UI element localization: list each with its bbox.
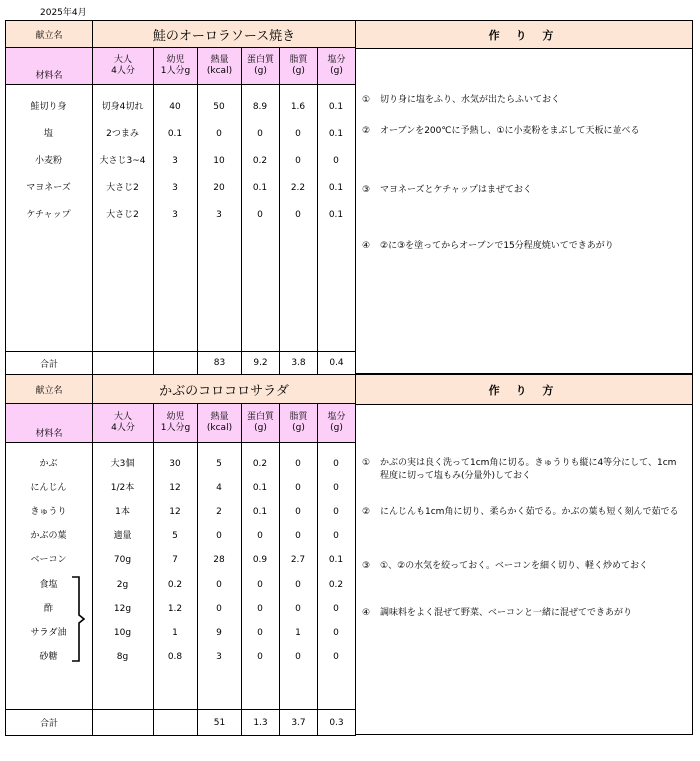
menu-section-2 [5,374,693,735]
table-row: かぶの葉 適量 5 0 0 0 0 [30,531,339,541]
method-panel-1: 作 り 方 ① 切り身に塩をふり、水気が出たらふいておく ② オーブンを200℃に予熱し、①に小麦粉をまぶして天板に並べる ③ マヨネーズとケチャップはまぜておく ④ ②に③を塗ってからオーブンで15分程度焼いてできあがり [355,20,693,374]
col-child: 幼児 1人分g [154,404,198,443]
menu-title: かぶのコロコロサラダ [93,375,356,404]
menu-section-1 [5,20,693,374]
col-ingredient: 材料名 [6,48,93,85]
total-label: 合計 [6,710,93,736]
table-row: 小麦粉 大さじ3~4 3 10 0.2 0 0 [34,156,339,166]
total-energy: 51 [198,710,242,736]
col-child: 幼児 1人分g [154,48,198,85]
seasoning-brace [69,575,87,663]
total-protein: 1.3 [242,710,280,736]
table-row: ベーコン 70g 7 28 0.9 2.7 0.1 [30,555,344,565]
menu-title: 鮭のオーロラソース焼き [93,21,356,48]
col-salt: 塩分 (g) [318,404,356,443]
table-row: ケチャップ 大さじ2 3 3 0 0 0.1 [26,210,344,220]
table-row: 食塩 2g 0.2 0 0 0 0.2 [39,580,344,590]
col-adult: 大人 4人分 [93,404,154,443]
col-fat: 脂質 (g) [280,404,318,443]
col-energy: 熱量 (kcal) [198,404,242,443]
table-row: きゅうり 1本 12 2 0.1 0 0 [30,507,339,517]
table-row: 酢 12g 1.2 0 0 0 0 [43,604,339,614]
total-salt: 0.3 [318,710,356,736]
menu-name-label: 献立名 [6,21,93,48]
menu-name-label: 献立名 [6,375,93,404]
col-protein: 蛋白質 (g) [242,48,280,85]
table-row: サラダ油 10g 1 9 0 1 0 [30,628,339,638]
table-row: 砂糖 8g 0.8 3 0 0 0 [39,652,339,662]
table-row: 塩 2つまみ 0.1 0 0 0 0.1 [43,129,344,139]
col-ingredient: 材料名 [6,404,93,443]
total-energy: 83 [198,352,242,375]
table-row: 鮭切り身 切身4切れ 40 50 8.9 1.6 0.1 [30,102,344,112]
col-energy: 熱量 (kcal) [198,48,242,85]
total-label: 合計 [6,352,93,375]
total-protein: 9.2 [242,352,280,375]
method-heading: 作 り 方 [356,375,692,405]
total-salt: 0.4 [318,352,356,375]
total-fat: 3.8 [280,352,318,375]
table-row: かぶ 大3個 30 5 0.2 0 0 [39,459,339,469]
ingredient-table-1 [5,20,356,375]
method-panel-2: 作 り 方 ① かぶの実は良く洗って1cm角に切る。きゅうりも縦に4等分にして、1cm程度に切って塩もみ(分量外)しておく ② にんじんも1cm角に切り、柔らかく茹でる。かぶの葉も短く刻んで茹でる ③ ①、②の水気を絞っておく。ベーコンを細く切り、軽く炒めておく ④ 調味料をよく混ぜて野菜、ベーコンと一緒に混ぜてできあがり [355,374,693,735]
total-fat: 3.7 [280,710,318,736]
col-protein: 蛋白質 (g) [242,404,280,443]
col-salt: 塩分 (g) [318,48,356,85]
method-heading: 作 り 方 [356,21,692,49]
col-adult: 大人 4人分 [93,48,154,85]
table-row: マヨネーズ 大さじ2 3 20 0.1 2.2 0.1 [26,183,344,193]
table-row: にんじん 1/2本 12 4 0.1 0 0 [30,483,339,493]
col-fat: 脂質 (g) [280,48,318,85]
date-label: 2025年4月 [40,8,87,18]
